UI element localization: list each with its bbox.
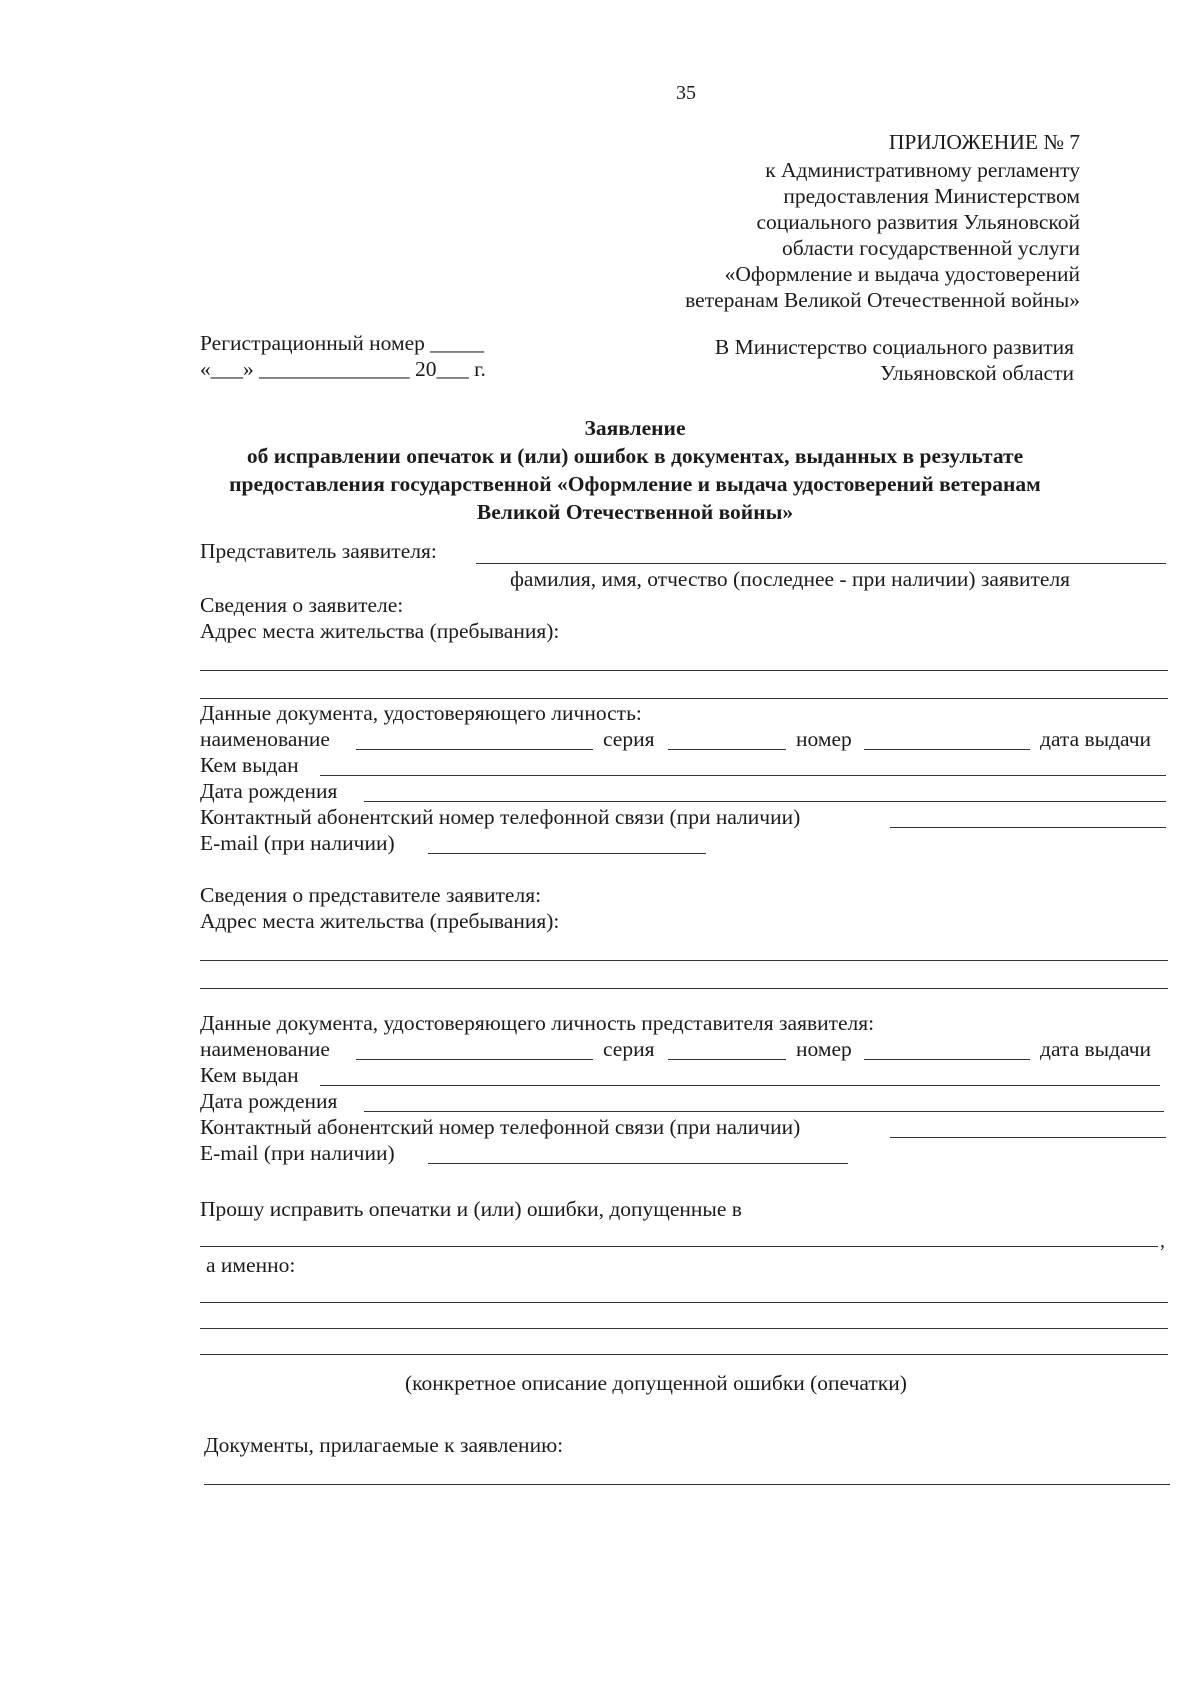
- registration-number: Регистрационный номер _____: [200, 331, 485, 355]
- applicant-doc-label: Данные документа, удостоверяющего личность:: [200, 701, 642, 725]
- representative-address-label: Адрес места жительства (пребывания):: [200, 909, 560, 933]
- appendix-line: ветеранам Великой Отечественной войны»: [685, 288, 1080, 312]
- rep-doc-name-label: наименование: [200, 1037, 330, 1061]
- rep-email-line[interactable]: [428, 1163, 848, 1164]
- rep-doc-series-label: серия: [603, 1037, 655, 1061]
- issued-by-label: Кем выдан: [200, 753, 299, 777]
- email-label: E-mail (при наличии): [200, 831, 395, 855]
- error-description-line[interactable]: [200, 1302, 1168, 1303]
- attachments-label: Документы, прилагаемые к заявлению:: [204, 1433, 564, 1457]
- rep-doc-number-line[interactable]: [864, 1059, 1030, 1060]
- representative-address-line[interactable]: [200, 960, 1168, 961]
- birth-date-label: Дата рождения: [200, 779, 338, 803]
- doc-name-label: наименование: [200, 727, 330, 751]
- rep-birth-date-line[interactable]: [364, 1111, 1164, 1112]
- rep-birth-date-label: Дата рождения: [200, 1089, 338, 1113]
- rep-doc-number-label: номер: [796, 1037, 852, 1061]
- appendix-line: «Оформление и выдача удостоверений: [724, 262, 1080, 286]
- rep-issued-by-line[interactable]: [320, 1085, 1160, 1086]
- applicant-address-label: Адрес места жительства (пребывания):: [200, 619, 560, 643]
- representative-address-line[interactable]: [200, 988, 1168, 989]
- appendix-line: к Административному регламенту: [765, 158, 1080, 182]
- doc-series-line[interactable]: [668, 749, 786, 750]
- doc-name-line[interactable]: [356, 749, 593, 750]
- representative-info-label: Сведения о представителе заявителя:: [200, 883, 542, 907]
- applicant-name-line[interactable]: [476, 563, 1166, 564]
- appendix-line: предоставления Министерством: [783, 184, 1080, 208]
- applicant-info-label: Сведения о заявителе:: [200, 593, 404, 617]
- name-caption: фамилия, имя, отчество (последнее - при наличии) заявителя: [510, 567, 1071, 591]
- error-description-caption: (конкретное описание допущенной ошибки (опечатки): [405, 1371, 907, 1395]
- appendix-line: социального развития Ульяновской: [756, 210, 1080, 234]
- rep-email-label: E-mail (при наличии): [200, 1141, 395, 1165]
- email-line[interactable]: [428, 853, 706, 854]
- rep-doc-issue-date-label: дата выдачи: [1040, 1037, 1152, 1061]
- applicant-address-line[interactable]: [200, 670, 1168, 671]
- rep-issued-by-label: Кем выдан: [200, 1063, 299, 1087]
- statement-heading: Заявление: [584, 416, 686, 440]
- error-description-line[interactable]: [200, 1328, 1168, 1329]
- rep-doc-series-line[interactable]: [668, 1059, 786, 1060]
- doc-number-line[interactable]: [864, 749, 1030, 750]
- doc-series-label: серия: [603, 727, 655, 751]
- statement-subheading: об исправлении опечаток и (или) ошибок в документах, выданных в результате предоставления государственной «Оформление и выдача удостоверений ветеранам Великой Отечественной войны»: [229, 444, 1041, 524]
- doc-number-label: номер: [796, 727, 852, 751]
- rep-phone-line[interactable]: [890, 1137, 1166, 1138]
- representative-doc-label: Данные документа, удостоверяющего личность представителя заявителя:: [200, 1011, 875, 1035]
- request-documents-line[interactable]: [200, 1246, 1158, 1247]
- issued-by-line[interactable]: [320, 775, 1166, 776]
- addressee-line: В Министерство социального развития: [714, 335, 1074, 359]
- attachments-line[interactable]: [204, 1484, 1170, 1485]
- addressee-line: Ульяновской области: [880, 361, 1074, 385]
- doc-issue-date-label: дата выдачи: [1040, 727, 1152, 751]
- applicant-address-line[interactable]: [200, 698, 1168, 699]
- request-namely: а именно:: [206, 1253, 296, 1277]
- rep-doc-name-line[interactable]: [356, 1059, 593, 1060]
- page-number: 35: [676, 82, 696, 104]
- registration-date: «___» ______________ 20___ г.: [200, 357, 486, 381]
- phone-line[interactable]: [890, 827, 1166, 828]
- error-description-line[interactable]: [200, 1354, 1168, 1355]
- birth-date-line[interactable]: [364, 801, 1166, 802]
- request-label: Прошу исправить опечатки и (или) ошибки, допущенные в: [200, 1197, 742, 1221]
- phone-label: Контактный абонентский номер телефонной связи (при наличии): [200, 805, 801, 829]
- appendix-title: ПРИЛОЖЕНИЕ № 7: [888, 130, 1080, 154]
- request-comma: ,: [1160, 1230, 1165, 1252]
- rep-phone-label: Контактный абонентский номер телефонной связи (при наличии): [200, 1115, 801, 1139]
- representative-label: Представитель заявителя:: [200, 539, 437, 563]
- appendix-line: области государственной услуги: [782, 236, 1080, 260]
